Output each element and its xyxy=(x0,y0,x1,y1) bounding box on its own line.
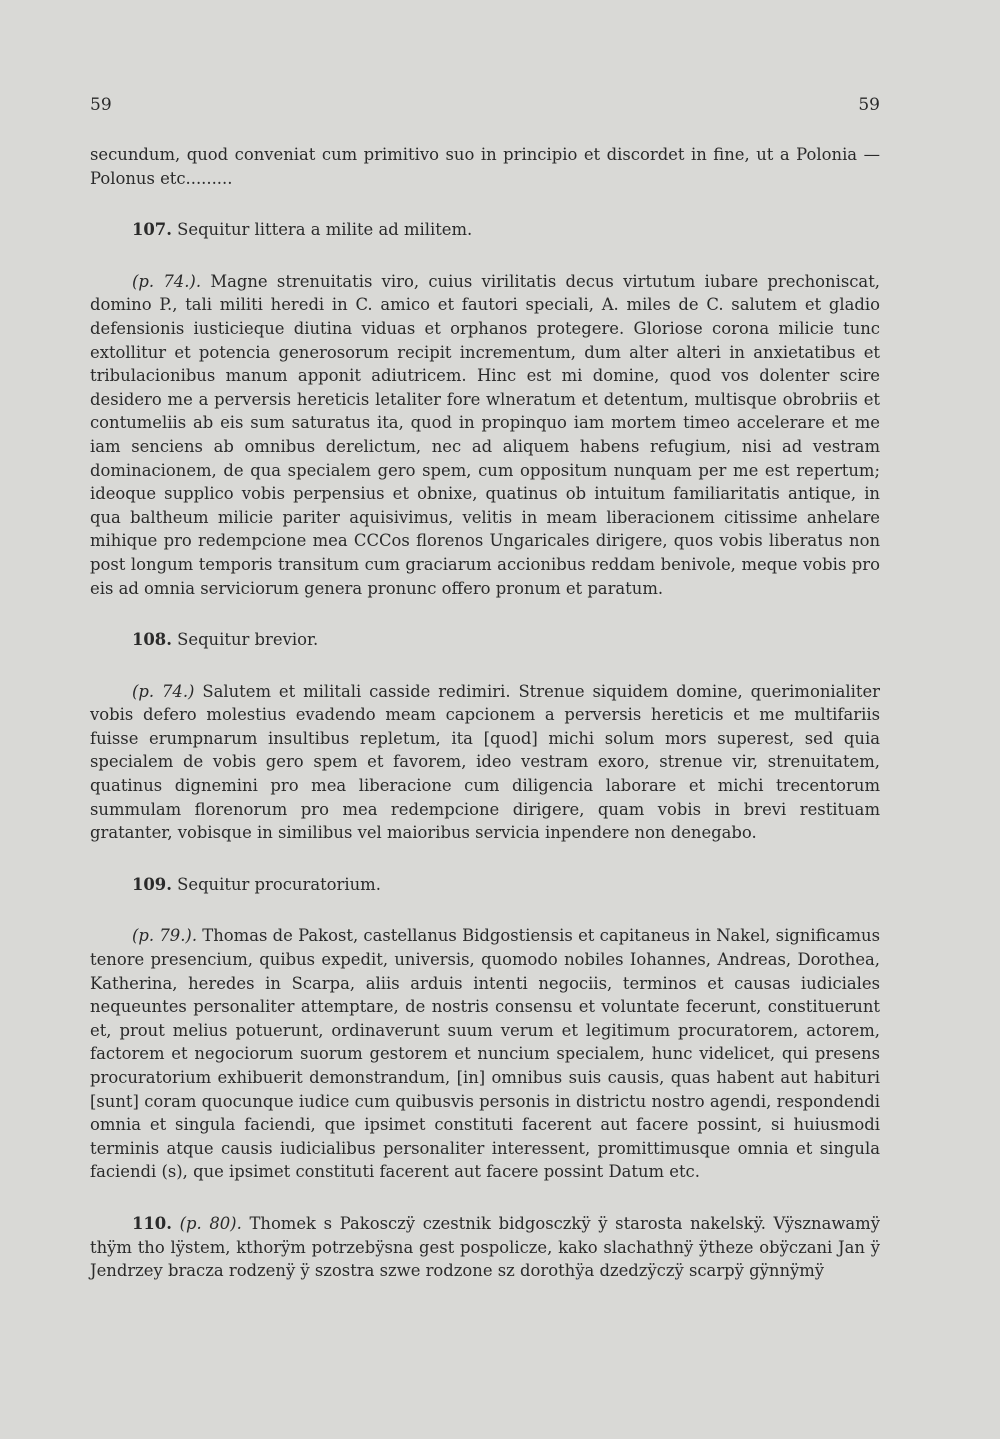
page-reference: (p. 74.) xyxy=(132,681,195,701)
section-text: Salutem et militali casside redimiri. Strenue siquidem domine, querimonialiter vobis defero molestius evadendo meam capcionem a perversis hereticis et me multifariis fuisse erumpnarum insultibus repletum, ita [quod] michi solum mors superest, sed quia specialem de vobis gero spem et favorem, ideo vestram exoro, strenue vir, strenuitatem, quatinus dignemini pro mea liberacione cum diligencia laborare et michi trecentorum summulam florenorum pro mea redempcione dirigere, quam vobis in brevi restituam gratanter, vobisque in similibus vel maioribus servicia inpendere non denegabo. xyxy=(90,681,880,843)
page-number-left: 59 xyxy=(90,95,112,115)
section-title: Sequitur littera a milite ad militem. xyxy=(177,220,473,240)
section-number: 108. xyxy=(132,630,172,650)
section-body-109 xyxy=(90,924,880,1184)
section-text: Thomek s Pakosczÿ czestnik bidgosczkÿ ÿ starosta nakelskÿ. Vÿsznawamÿ thÿm tho lÿstem, kthorÿm potrzebÿsna gest pospolicze, kako slachathnÿ ÿtheze obÿczani Jan ÿ Jendrzey bracza rodzenÿ ÿ szostra szwe rodzone sz dorothÿa dzedzÿczÿ scarpÿ gÿnnÿmÿ xyxy=(90,1213,880,1281)
page-number-right: 59 xyxy=(858,95,880,115)
section-number: 107. xyxy=(132,220,172,240)
section-text: Thomas de Pakost, castellanus Bidgostiensis et capitaneus in Nakel, significamus tenore presencium, quibus expedit, universis, quomodo nobiles Iohannes, Andreas, Dorothea, Katherina, heredes in Scarpa, aliis arduis intenti negociis, terminos et causas iudiciales nequeuntes personaliter attemptare, de nostris consensu et voluntate fecerunt, constituerunt et, prout melius potuerunt, ordinaverunt suum verum et legitimum procuratorem, actorem, factorem et negociorum suorum gestorem et nuncium specialem, hunc videlicet, qui presens procuratorium exhibuerit demonstrandum, [in] omnibus suis causis, quas habent aut habituri [sunt] coram quocunque iudice cum quibusvis personis in districtu nostro agendi, respondendi omnia et singula faciendi, que ipsimet constituti facerent aut facere possint, si huiusmodi terminis atque causis iudicialibus personaliter interessent, promittimusque omnia et singula faciendi (s), que ipsimet constituti facerent aut facere possint Datum etc. xyxy=(90,926,880,1182)
page-reference: (p. 79.). xyxy=(132,926,198,946)
page-reference: (p. 80). xyxy=(179,1213,242,1233)
section-title: Sequitur procuratorium. xyxy=(177,874,381,894)
intro-paragraph: secundum, quod conveniat cum primitivo suo in principio et discordet in fine, ut a Polonia — Polonus etc......... xyxy=(90,145,880,188)
section-heading-109 xyxy=(90,873,880,897)
section-heading-107 xyxy=(90,218,880,242)
section-body-107 xyxy=(90,270,880,600)
section-heading-108 xyxy=(90,628,880,652)
section-body-108 xyxy=(90,680,880,845)
section-number: 109. xyxy=(132,874,172,894)
page-reference: (p. 74.). xyxy=(132,271,202,291)
section-number: 110. xyxy=(132,1213,172,1233)
section-text: Magne strenuitatis viro, cuius virilitatis decus virtutum iubare prechoniscat, domino P., tali militi heredi in C. amico et fautori speciali, A. miles de C. salutem et gladio defensionis iusticieque diutina viduas et orphanos protegere. Gloriose corona milicie tunc extollitur et potencia generosorum recipit incrementum, dum alter alteri in anxietatibus et tribulacionibus manum apponit adiutricem. Hinc est mi domine, quod vos dolenter scire desidero me a perversis hereticis letaliter fore wlneratum et detentum, multisque obrobriis et contumeliis ab eis sum saturatus ita, quod in propinquo iam mortem timeo accelerare et me iam senciens ab omnibus derelictum, nec ad aliquem habens refugium, nisi ad vestram dominacionem, de qua specialem gero spem, cum oppositum nunquam per me est repertum; ideoque supplico vobis perpensius et obnixe, quatinus ob intuitum familiaritatis antique, in qua baltheum milicie pariter aquisivimus, velitis in meam liberacionem citissime anhelare mihique pro redempcione mea CCCos florenos Ungaricales dirigere, quos vobis liberatus non post longum temporis transitum cum graciarum accionibus reddam benivole, meque vobis pro eis ad omnia serviciorum genera pronunc offero pronum et paratum. xyxy=(90,271,881,598)
section-title: Sequitur brevior. xyxy=(177,630,319,650)
page-body xyxy=(90,143,880,1283)
section-body-110 xyxy=(90,1212,880,1283)
